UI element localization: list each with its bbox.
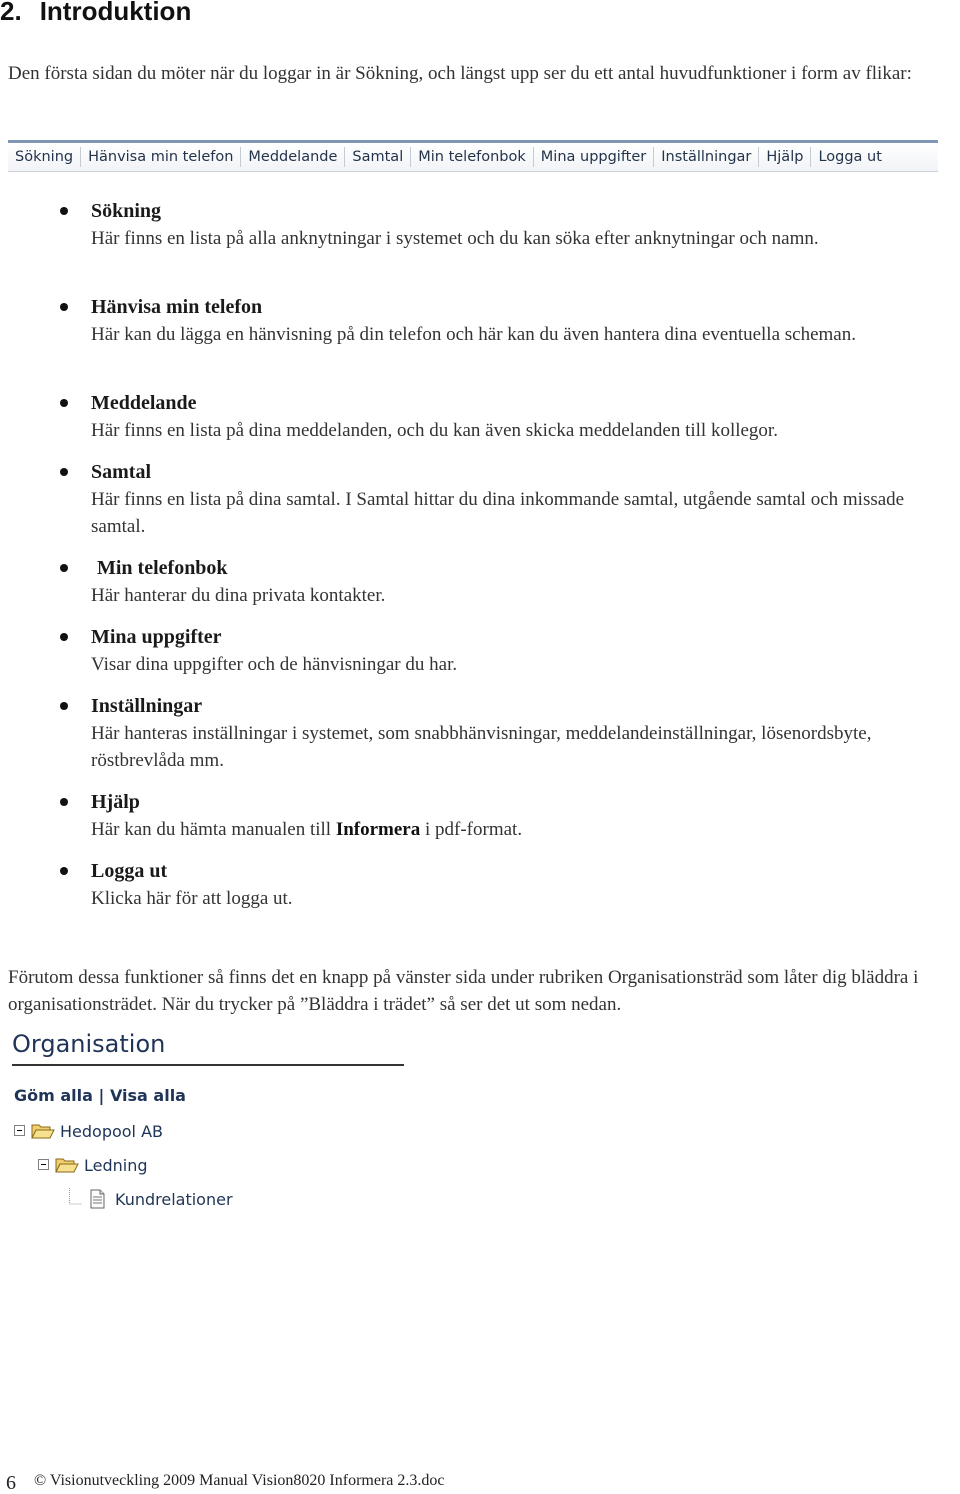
description-text: Här kan du hämta manualen till [91,819,336,840]
feature-item [91,555,951,609]
footer-copyright: © Visionutveckling 2009 Manual Vision8020 Informera 2.3.doc [34,1472,445,1489]
feature-title: Mina uppgifter [91,626,222,648]
feature-item [91,789,951,843]
bullet-icon [60,633,68,641]
feature-description: Här hanterar du dina privata kontakter. [91,585,386,606]
feature-item [91,294,951,348]
tab-min-telefonbok[interactable]: Min telefonbok [411,147,534,167]
feature-description: Här finns en lista på alla anknytningar i systemet och du kan söka efter anknytningar och namn. [91,228,819,249]
section-heading [0,0,191,27]
tree-node-label[interactable]: Kundrelationer [115,1189,233,1209]
tab-hanvisa-min-telefon[interactable]: Hänvisa min telefon [81,147,241,167]
hide-all-link[interactable]: Göm alla [14,1086,93,1105]
section-number: 2. [0,0,22,26]
tree-node[interactable] [66,1188,233,1210]
feature-title: Min telefonbok [97,557,228,579]
section-title: Introduktion [39,0,192,26]
bullet-icon [60,399,68,407]
feature-title: Samtal [91,461,151,483]
tab-samtal[interactable]: Samtal [345,147,411,167]
document-icon [88,1189,108,1209]
feature-title: Logga ut [91,860,168,882]
intro-paragraph: Den första sidan du möter när du loggar in är Sökning, och längst upp ser du ett antal huvudfunktioner i form av flikar: [8,63,912,84]
bullet-icon [60,798,68,806]
feature-item [91,390,951,444]
tab-hjalp[interactable]: Hjälp [759,147,811,167]
tree-node-label[interactable]: Ledning [84,1155,148,1175]
bullet-icon [60,702,68,710]
feature-item [91,459,951,540]
bullet-icon [60,468,68,476]
collapse-icon[interactable] [38,1159,50,1171]
feature-title: Hjälp [91,791,140,813]
tab-sokning[interactable]: Sökning [8,147,81,167]
page-number: 6 [6,1472,16,1494]
feature-description: Här kan du lägga en hänvisning på din telefon och här kan du även hantera dina eventuella scheman. [91,324,856,345]
separator: | [98,1086,105,1105]
feature-description [91,816,951,843]
feature-description: Klicka här för att logga ut. [91,888,293,909]
bullet-icon [60,867,68,875]
feature-title: Inställningar [91,695,203,717]
bullet-icon [60,564,68,572]
organisation-paragraph: Förutom dessa funktioner så finns det en knapp på vänster sida under rubriken Organisationsträd som låter dig bläddra i organisationsträdet. När du trycker på ”Bläddra i trädet” så ser det ut som nedan. [8,967,919,1015]
feature-item [91,693,951,774]
feature-item [91,198,951,252]
collapse-icon[interactable] [14,1125,26,1137]
organisation-title: Organisation [12,1030,166,1058]
feature-item [91,624,951,678]
tab-bar [8,140,938,172]
tree-connector-icon [66,1188,84,1210]
product-name: Informera [335,819,421,840]
bullet-icon [60,207,68,215]
show-all-link[interactable]: Visa alla [109,1086,186,1105]
tree-node[interactable] [14,1120,163,1142]
tab-mina-uppgifter[interactable]: Mina uppgifter [534,147,654,167]
tree-toggle-links [14,1086,186,1105]
feature-description: Här hanteras inställningar i systemet, som snabbhänvisningar, meddelandeinställningar, lösenordsbyte, röstbrevlåda mm. [91,723,872,771]
feature-title: Sökning [91,200,162,222]
open-folder-icon [30,1121,56,1141]
open-folder-icon [54,1155,80,1175]
feature-description: Här finns en lista på dina meddelanden, och du kan även skicka meddelanden till kollegor. [91,420,778,441]
feature-title: Hänvisa min telefon [91,296,263,318]
tree-node-label[interactable]: Hedopool AB [60,1121,164,1141]
page-footer [6,1468,445,1494]
tab-meddelande[interactable]: Meddelande [241,147,345,167]
feature-description: Visar dina uppgifter och de hänvisningar du har. [91,654,458,675]
tab-installningar[interactable]: Inställningar [654,147,759,167]
tree-node[interactable] [38,1154,148,1176]
divider [12,1064,404,1066]
feature-title: Meddelande [91,392,197,414]
feature-item [91,858,951,912]
feature-description: Här finns en lista på dina samtal. I Samtal hittar du dina inkommande samtal, utgående samtal och missade samtal. [91,489,905,537]
bullet-icon [60,303,68,311]
tab-logga-ut[interactable]: Logga ut [818,149,882,165]
description-text: i pdf-format. [420,819,523,840]
